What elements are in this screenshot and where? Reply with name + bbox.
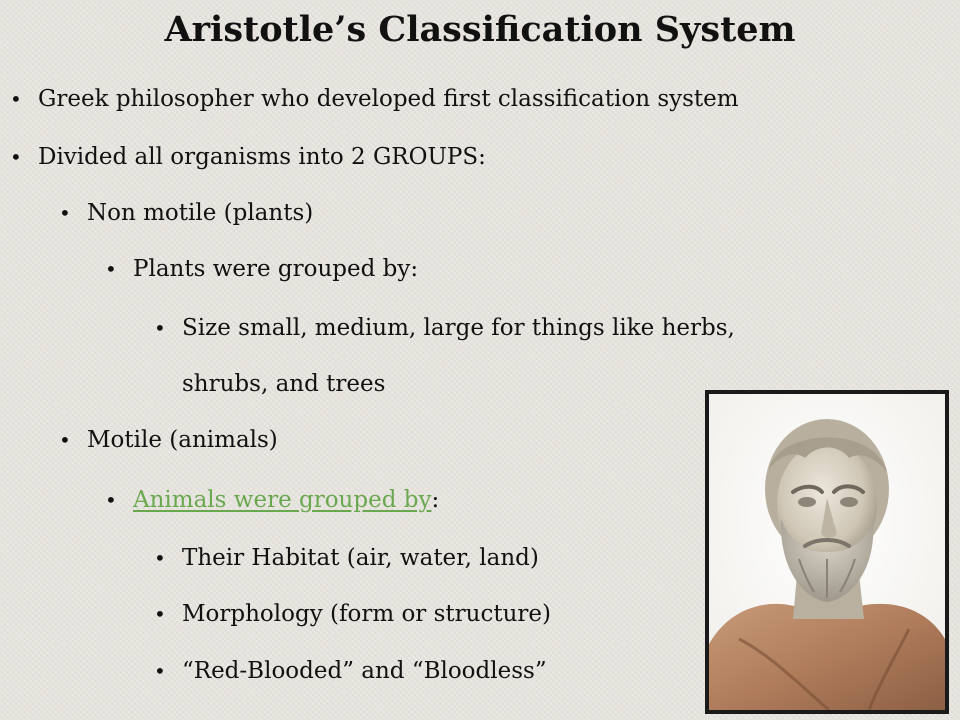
bullet-icon: •	[105, 488, 117, 512]
bullet-item-6	[59, 425, 278, 455]
slide-title: Aristotle’s Classification System	[164, 9, 796, 50]
bullet-text: Motile (animals)	[87, 427, 278, 453]
bullet-icon: •	[10, 145, 22, 169]
bullet-text: Greek philosopher who developed first classification system	[38, 86, 739, 112]
bullet-icon: •	[105, 257, 117, 281]
bullet-item-8	[154, 543, 539, 573]
bullet-suffix: :	[431, 487, 440, 513]
aristotle-bust-icon	[709, 394, 945, 710]
bullet-item-9	[154, 599, 551, 629]
bullet-text: Plants were grouped by:	[133, 256, 419, 282]
bullet-item-5-continued	[182, 369, 385, 399]
bullet-icon: •	[154, 602, 166, 626]
bullet-text: Size small, medium, large for things like herbs,	[182, 315, 735, 341]
bullet-icon: •	[154, 316, 166, 340]
bullet-text: Their Habitat (air, water, land)	[182, 545, 539, 571]
bullet-item-7	[105, 485, 440, 515]
bullet-item-4	[105, 254, 419, 284]
bullet-icon: •	[10, 87, 22, 111]
bullet-icon: •	[59, 201, 71, 225]
bullet-text: Divided all organisms into 2 GROUPS:	[38, 144, 486, 170]
bullet-icon: •	[154, 546, 166, 570]
bullet-item-10	[154, 656, 547, 686]
bullet-text: shrubs, and trees	[182, 371, 386, 397]
bullet-item-3	[59, 198, 314, 228]
animals-grouped-by-link[interactable]: Animals were grouped by	[133, 487, 432, 513]
bullet-text: “Red-Blooded” and “Bloodless”	[182, 658, 547, 684]
bullet-item-1	[10, 84, 739, 114]
aristotle-bust-image	[705, 390, 949, 714]
bullet-text: Morphology (form or structure)	[182, 601, 551, 627]
bullet-icon: •	[59, 428, 71, 452]
bullet-item-5	[154, 313, 735, 343]
bullet-item-2	[10, 142, 486, 172]
bullet-icon: •	[154, 659, 166, 683]
bullet-text: Non motile (plants)	[87, 200, 314, 226]
